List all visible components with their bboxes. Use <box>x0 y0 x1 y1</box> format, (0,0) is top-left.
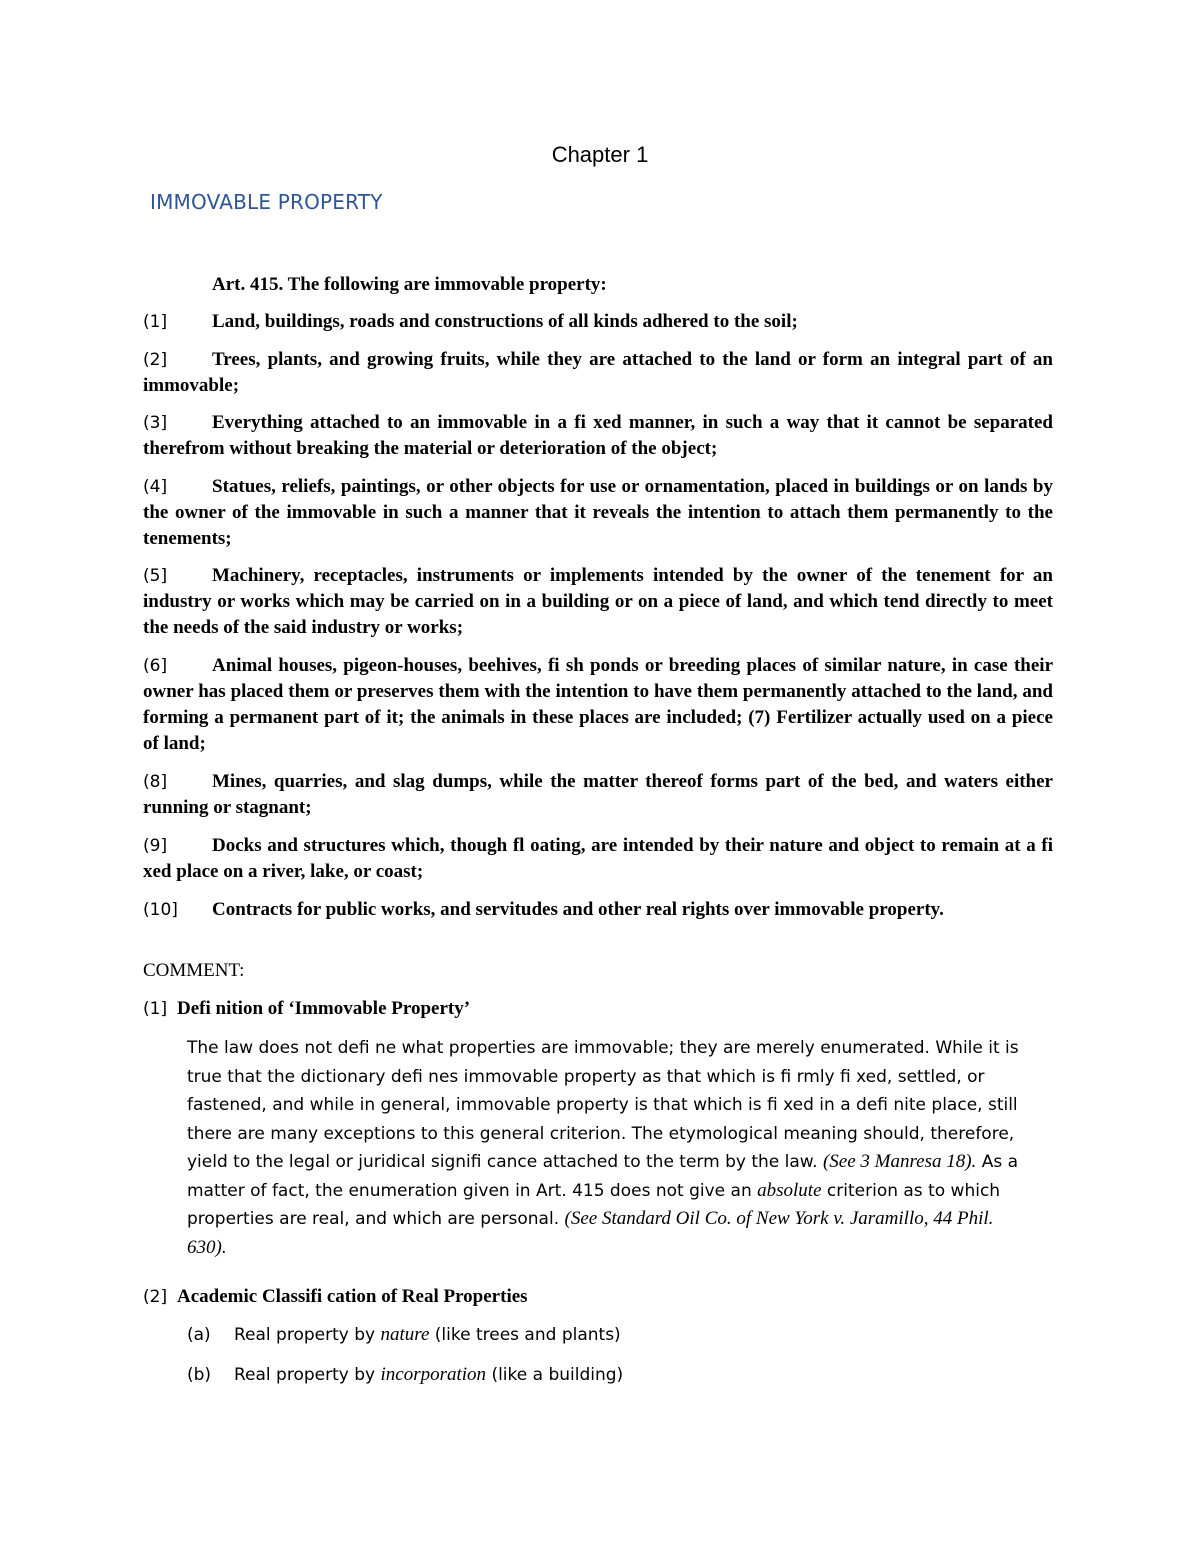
comment-label: COMMENT: <box>143 960 245 981</box>
chapter-title: Chapter 1 <box>551 142 649 167</box>
classification-item: (b) Real property by incorporation (like a building) <box>187 1364 624 1385</box>
list-item: (2] Trees, plants, and growing fruits, while they are attached to the land or form an integral part of an immovable; <box>143 349 1053 396</box>
list-item: (9] Docks and structures which, though fl oating, are intended by their nature and object to remain at a fi xed place on a river, lake, or coast; <box>143 835 1053 882</box>
list-item: (8] Mines, quarries, and slag dumps, while the matter thereof forms part of the bed, and waters either running or stagnant; <box>143 771 1053 818</box>
list-item: (10] Contracts for public works, and servitudes and other real rights over immovable property. <box>143 899 944 920</box>
list-item: (4] Statues, reliefs, paintings, or other objects for use or ornamentation, placed in buildings or on lands by the owner of the immovable in such a manner that it reveals the intention to attach them permanently to the tenements; <box>143 476 1053 549</box>
definition-paragraph: The law does not defi ne what properties are immovable; they are merely enumerated. While it is true that the dictionary defi nes immovable property as that which is fi rmly fi xed, settled, or fastened, and while in general, immovable property is that which is fi xed in a defi nite place, still there are many exceptions to this general criterion. The etymological meaning should, therefore, yield to the legal or juridical signifi cance attached to the term by the law. (See 3 Manresa 18). As a matter of fact, the enumeration given in Art. 415 does not give an absolute criterion as to which properties are real, and which are personal. (See Standard Oil Co. of New York v. Jaramillo, 44 Phil. 630). <box>187 1038 1019 1258</box>
list-item: (3] Everything attached to an immovable in a fi xed manner, in such a way that it cannot be separated therefrom without breaking the material or deterioration of the object; <box>143 412 1053 459</box>
article-intro: Art. 415. The following are immovable property: <box>212 274 607 295</box>
subsection-heading: (1] Defi nition of ‘Immovable Property’ <box>143 998 471 1019</box>
section-heading: IMMOVABLE PROPERTY <box>150 190 383 214</box>
classification-item: (a) Real property by nature (like trees and plants) <box>187 1324 621 1345</box>
subsection-heading: (2] Academic Classifi cation of Real Properties <box>143 1286 528 1307</box>
list-item: (1] Land, buildings, roads and constructions of all kinds adhered to the soil; <box>143 311 798 332</box>
list-item: (6] Animal houses, pigeon-houses, beehives, fi sh ponds or breeding places of similar nature, in case their owner has placed them or preserves them with the intention to have them permanently attached to the land, and forming a permanent part of it; the animals in these places are included; (7) Fertilizer actually used on a piece of land; <box>143 655 1053 754</box>
list-item: (5] Machinery, receptacles, instruments or implements intended by the owner of the tenement for an industry or works which may be carried on in a building or on a piece of land, and which tend directly to meet the needs of the said industry or works; <box>143 565 1053 638</box>
